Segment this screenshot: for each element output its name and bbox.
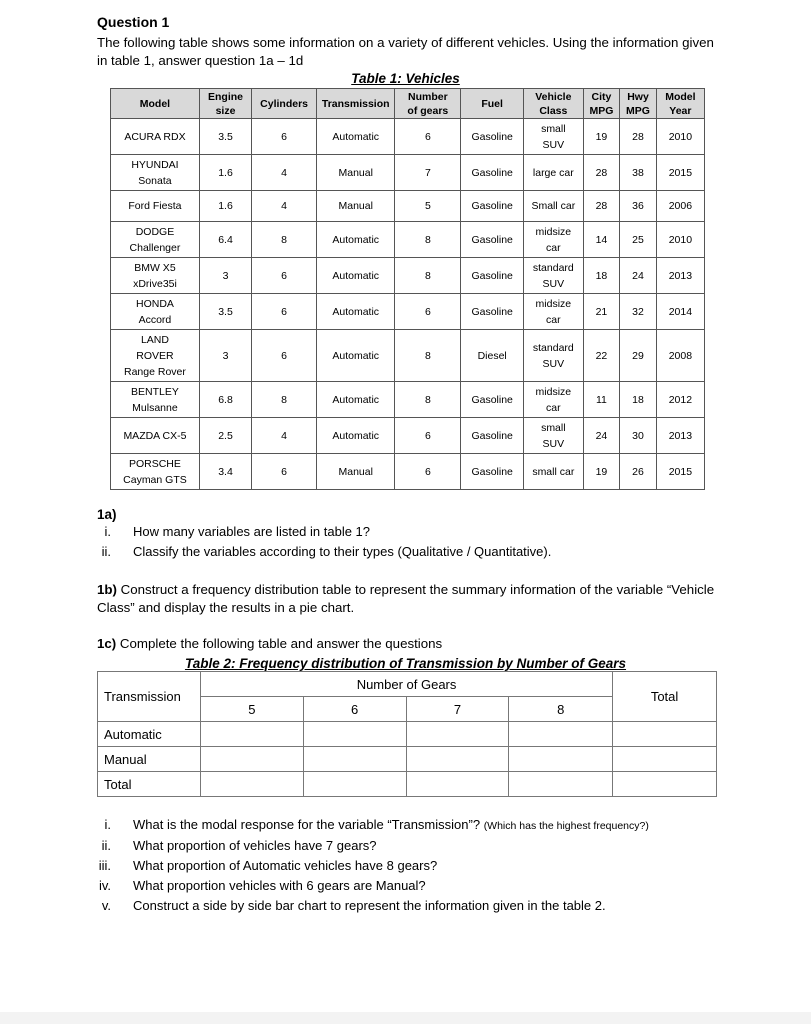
vehicle-cell: 5 bbox=[395, 191, 461, 222]
transmission-header: Transmission bbox=[98, 672, 201, 722]
vehicle-cell bbox=[111, 454, 200, 490]
vehicle-cell: 8 bbox=[252, 382, 317, 418]
q1c-questions-list bbox=[97, 815, 649, 916]
q1a-item-number: i. bbox=[104, 524, 111, 539]
vehicles-table-header-row bbox=[111, 89, 705, 119]
vehicle-cell: 24 bbox=[620, 258, 657, 294]
gear-header-cell: 8 bbox=[509, 697, 613, 722]
vehicle-row bbox=[111, 382, 705, 418]
vehicle-cell: 6 bbox=[252, 119, 317, 155]
frequency-blank-cell[interactable] bbox=[200, 772, 303, 797]
vehicle-cell-line: small bbox=[541, 122, 566, 135]
vehicle-cell: Automatic bbox=[317, 258, 395, 294]
vehicle-cell: Automatic bbox=[317, 330, 395, 382]
q1c-question-text: What is the modal response for the variable “Transmission”? bbox=[133, 817, 481, 832]
vehicle-cell: 2010 bbox=[656, 222, 704, 258]
column-header-line: Model bbox=[139, 97, 171, 110]
q1c-question bbox=[97, 896, 649, 916]
vehicle-cell: Manual bbox=[317, 454, 395, 490]
vehicles-table bbox=[110, 88, 705, 490]
frequency-row bbox=[98, 747, 717, 772]
frequency-row bbox=[98, 722, 717, 747]
q1c-question-number: ii. bbox=[101, 838, 111, 853]
vehicle-cell: Gasoline bbox=[461, 418, 524, 454]
vehicle-cell: 14 bbox=[583, 222, 620, 258]
column-header bbox=[620, 89, 657, 119]
question-title: Question 1 bbox=[97, 14, 170, 30]
frequency-blank-cell[interactable] bbox=[509, 772, 613, 797]
q1c-question-text: What proportion of vehicles have 7 gears? bbox=[133, 838, 377, 853]
vehicle-cell: 8 bbox=[395, 330, 461, 382]
vehicle-cell: 6 bbox=[252, 294, 317, 330]
q1c-question-number: iv. bbox=[98, 878, 111, 893]
q1a-item bbox=[97, 522, 551, 542]
vehicle-cell bbox=[111, 155, 200, 191]
vehicle-cell: 4 bbox=[252, 418, 317, 454]
vehicle-cell-line: Sonata bbox=[138, 174, 172, 187]
frequency-blank-cell[interactable] bbox=[200, 722, 303, 747]
vehicle-cell: 2008 bbox=[656, 330, 704, 382]
q1a-item-text: Classify the variables according to their types (Qualitative / Quantitative). bbox=[133, 544, 552, 559]
frequency-row-label: Automatic bbox=[98, 722, 201, 747]
vehicle-cell: 6 bbox=[395, 119, 461, 155]
column-header-line: Year bbox=[669, 104, 692, 117]
q1b-label: 1b) bbox=[97, 582, 117, 597]
column-header bbox=[395, 89, 461, 119]
vehicle-cell-line: HONDA bbox=[135, 297, 174, 310]
vehicle-cell-line: Accord bbox=[138, 313, 172, 326]
frequency-blank-cell[interactable] bbox=[406, 722, 509, 747]
vehicle-cell: 30 bbox=[620, 418, 657, 454]
q1c-question-number: iii. bbox=[98, 858, 111, 873]
vehicle-cell bbox=[111, 119, 200, 155]
q1c-question-text: What proportion of Automatic vehicles have 8 gears? bbox=[133, 858, 438, 873]
column-header-line: MPG bbox=[589, 104, 614, 117]
column-header-line: Hwy bbox=[627, 90, 649, 103]
vehicle-cell-line: small car bbox=[532, 465, 575, 478]
vehicle-cell bbox=[524, 454, 584, 490]
vehicle-cell: 3.5 bbox=[199, 294, 251, 330]
frequency-row-label: Total bbox=[98, 772, 201, 797]
vehicle-cell: 6.8 bbox=[199, 382, 251, 418]
vehicle-cell: 28 bbox=[620, 119, 657, 155]
vehicle-cell-line: small bbox=[541, 421, 566, 434]
vehicle-cell: Automatic bbox=[317, 382, 395, 418]
frequency-blank-cell[interactable] bbox=[509, 722, 613, 747]
vehicle-cell: Manual bbox=[317, 155, 395, 191]
gear-header-cell: 7 bbox=[406, 697, 509, 722]
vehicle-cell: Gasoline bbox=[461, 119, 524, 155]
vehicle-row bbox=[111, 418, 705, 454]
vehicle-cell-line: DODGE bbox=[135, 225, 175, 238]
vehicle-cell: 29 bbox=[620, 330, 657, 382]
vehicle-cell: Automatic bbox=[317, 119, 395, 155]
q1c-question-note: (Which has the highest frequency?) bbox=[483, 820, 649, 832]
vehicle-cell: Gasoline bbox=[461, 191, 524, 222]
vehicle-cell: 1.6 bbox=[199, 191, 251, 222]
vehicle-cell: 19 bbox=[583, 119, 620, 155]
vehicle-cell bbox=[111, 258, 200, 294]
vehicle-cell: 7 bbox=[395, 155, 461, 191]
q1c-question bbox=[97, 876, 649, 896]
vehicle-cell: 28 bbox=[583, 191, 620, 222]
q1c-label: 1c) bbox=[97, 636, 117, 651]
vehicle-cell-line: SUV bbox=[542, 357, 565, 370]
table1-caption: Table 1: Vehicles bbox=[351, 71, 460, 86]
column-header-line: Model bbox=[665, 90, 696, 103]
vehicle-cell-line: Ford Fiesta bbox=[128, 200, 182, 212]
q1a-item bbox=[97, 542, 551, 562]
vehicle-cell: 3 bbox=[199, 258, 251, 294]
vehicle-cell bbox=[524, 330, 584, 382]
vehicle-cell-line: SUV bbox=[542, 437, 565, 450]
vehicle-cell-line: ACURA RDX bbox=[124, 130, 186, 143]
vehicle-cell: 3.4 bbox=[199, 454, 251, 490]
vehicle-cell: Gasoline bbox=[461, 294, 524, 330]
vehicle-cell-line: LAND bbox=[140, 333, 169, 346]
vehicle-cell-line: car bbox=[546, 401, 561, 414]
vehicle-cell-line: Cayman GTS bbox=[123, 473, 187, 486]
q1c-question bbox=[97, 815, 649, 836]
vehicle-cell bbox=[111, 222, 200, 258]
column-header-line: Cylinders bbox=[260, 97, 309, 110]
frequency-blank-cell[interactable] bbox=[200, 747, 303, 772]
q1c-paragraph bbox=[97, 636, 442, 651]
vehicle-cell-line: Mulsanne bbox=[132, 401, 178, 414]
vehicle-cell: Gasoline bbox=[461, 155, 524, 191]
vehicle-cell: 2015 bbox=[656, 454, 704, 490]
vehicle-cell bbox=[524, 119, 584, 155]
vehicle-cell: 2015 bbox=[656, 155, 704, 191]
column-header-line: size bbox=[215, 104, 236, 117]
vehicle-cell-line: large car bbox=[532, 166, 574, 179]
q1c-question-number: v. bbox=[101, 898, 111, 913]
vehicle-cell bbox=[524, 155, 584, 191]
gear-header-cell: 5 bbox=[200, 697, 303, 722]
vehicle-cell: 3.5 bbox=[199, 119, 251, 155]
vehicle-cell-line: car bbox=[546, 313, 561, 326]
column-header bbox=[461, 89, 524, 119]
vehicle-cell: 3 bbox=[199, 330, 251, 382]
vehicle-cell: 2012 bbox=[656, 382, 704, 418]
vehicle-cell-line: Small car bbox=[531, 200, 576, 212]
column-header-line: Fuel bbox=[481, 97, 503, 110]
vehicle-cell: 6 bbox=[252, 330, 317, 382]
vehicle-cell: 21 bbox=[583, 294, 620, 330]
vehicle-cell bbox=[111, 294, 200, 330]
vehicle-cell: 6.4 bbox=[199, 222, 251, 258]
vehicle-cell bbox=[524, 222, 584, 258]
frequency-blank-cell[interactable] bbox=[509, 747, 613, 772]
q1c-text: Complete the following table and answer the questions bbox=[119, 636, 443, 651]
frequency-blank-cell[interactable] bbox=[613, 722, 717, 747]
q1a-item-number: ii. bbox=[101, 544, 111, 559]
q1c-question-text: What proportion vehicles with 6 gears are Manual? bbox=[133, 878, 426, 893]
vehicle-cell: 24 bbox=[583, 418, 620, 454]
vehicle-cell-line: PORSCHE bbox=[128, 457, 181, 470]
vehicle-cell-line: BMW X5 bbox=[134, 261, 176, 274]
q1c-question-text: Construct a side by side bar chart to represent the information given in the table 2. bbox=[133, 898, 606, 913]
column-header-line: Vehicle bbox=[535, 90, 572, 103]
vehicle-cell: 2014 bbox=[656, 294, 704, 330]
vehicle-row bbox=[111, 294, 705, 330]
vehicle-cell: 26 bbox=[620, 454, 657, 490]
frequency-blank-cell[interactable] bbox=[303, 772, 406, 797]
vehicle-cell: 32 bbox=[620, 294, 657, 330]
vehicle-cell: 2013 bbox=[656, 258, 704, 294]
vehicle-cell-line: SUV bbox=[542, 277, 565, 290]
column-header bbox=[199, 89, 251, 119]
vehicle-row bbox=[111, 119, 705, 155]
vehicle-cell bbox=[524, 382, 584, 418]
vehicle-cell: Automatic bbox=[317, 294, 395, 330]
vehicle-row bbox=[111, 330, 705, 382]
vehicle-cell: 25 bbox=[620, 222, 657, 258]
vehicle-cell-line: standard bbox=[532, 261, 574, 274]
vehicle-cell: 11 bbox=[583, 382, 620, 418]
vehicle-cell: 18 bbox=[620, 382, 657, 418]
vehicle-cell: 6 bbox=[395, 294, 461, 330]
vehicle-row bbox=[111, 258, 705, 294]
vehicle-cell: 4 bbox=[252, 191, 317, 222]
vehicle-cell: 6 bbox=[252, 258, 317, 294]
column-header-line: City bbox=[591, 90, 612, 103]
column-header-line: MPG bbox=[626, 104, 650, 117]
vehicle-cell: 1.6 bbox=[199, 155, 251, 191]
column-header-line: Transmission bbox=[321, 97, 390, 110]
vehicle-cell-line: Range Rover bbox=[124, 365, 186, 378]
vehicle-cell: 6 bbox=[395, 418, 461, 454]
vehicle-cell: 18 bbox=[583, 258, 620, 294]
vehicle-row bbox=[111, 222, 705, 258]
vehicle-cell-line: midsize bbox=[535, 225, 572, 238]
vehicle-cell: 2.5 bbox=[199, 418, 251, 454]
vehicle-cell-line: BENTLEY bbox=[131, 385, 179, 398]
vehicle-cell-line: SUV bbox=[542, 138, 565, 151]
vehicle-cell: 22 bbox=[583, 330, 620, 382]
vehicle-cell bbox=[524, 191, 584, 222]
vehicle-cell-line: standard bbox=[532, 341, 574, 354]
vehicle-cell: 2013 bbox=[656, 418, 704, 454]
vehicle-cell: 6 bbox=[252, 454, 317, 490]
vehicle-cell: 28 bbox=[583, 155, 620, 191]
vehicle-cell-line: midsize bbox=[535, 297, 572, 310]
vehicle-cell: Automatic bbox=[317, 222, 395, 258]
vehicle-cell: 8 bbox=[395, 382, 461, 418]
frequency-row-label: Manual bbox=[98, 747, 201, 772]
vehicle-cell-line: xDrive35i bbox=[133, 277, 177, 290]
vehicle-cell-line: car bbox=[546, 241, 561, 254]
q1b-text: Construct a frequency distribution table to represent the summary information of the variable “Vehicle Class” and display the results in a pie chart. bbox=[97, 582, 715, 615]
vehicle-cell: 8 bbox=[395, 222, 461, 258]
vehicle-cell-line: MAZDA CX-5 bbox=[123, 429, 187, 442]
vehicle-cell: 2010 bbox=[656, 119, 704, 155]
number-of-gears-header: Number of Gears bbox=[200, 672, 612, 697]
vehicle-cell: Gasoline bbox=[461, 454, 524, 490]
column-header-line: of gears bbox=[407, 104, 449, 117]
frequency-blank-cell[interactable] bbox=[303, 747, 406, 772]
column-header bbox=[524, 89, 584, 119]
vehicle-cell: Gasoline bbox=[461, 382, 524, 418]
vehicle-cell bbox=[524, 294, 584, 330]
column-header bbox=[111, 89, 200, 119]
vehicle-cell: 4 bbox=[252, 155, 317, 191]
vehicle-row bbox=[111, 191, 705, 222]
vehicle-cell-line: ROVER bbox=[136, 349, 174, 362]
frequency-blank-cell[interactable] bbox=[406, 747, 509, 772]
vehicle-cell: 2006 bbox=[656, 191, 704, 222]
column-header bbox=[317, 89, 395, 119]
vehicle-cell: 36 bbox=[620, 191, 657, 222]
vehicle-cell: Automatic bbox=[317, 418, 395, 454]
frequency-blank-cell[interactable] bbox=[303, 722, 406, 747]
table2-caption: Table 2: Frequency distribution of Transmission by Number of Gears bbox=[184, 656, 627, 671]
vehicle-cell bbox=[111, 382, 200, 418]
vehicle-cell-line: HYUNDAI bbox=[131, 158, 179, 171]
q1a-list bbox=[97, 522, 551, 562]
gear-header-cell: 6 bbox=[303, 697, 406, 722]
page-bottom-band bbox=[0, 1012, 811, 1024]
vehicle-cell: Gasoline bbox=[461, 222, 524, 258]
vehicle-cell: Gasoline bbox=[461, 258, 524, 294]
vehicle-cell bbox=[111, 418, 200, 454]
q1c-question-number: i. bbox=[104, 817, 111, 832]
vehicle-cell bbox=[111, 330, 200, 382]
q1a-heading: 1a) bbox=[97, 507, 117, 522]
vehicle-row bbox=[111, 155, 705, 191]
column-header-line: Number bbox=[408, 90, 448, 103]
vehicle-cell bbox=[524, 418, 584, 454]
column-header bbox=[252, 89, 317, 119]
frequency-table-header-row bbox=[98, 672, 717, 697]
vehicle-row bbox=[111, 454, 705, 490]
vehicle-cell: 8 bbox=[252, 222, 317, 258]
column-header bbox=[583, 89, 620, 119]
q1c-question bbox=[97, 836, 649, 856]
vehicle-cell bbox=[524, 258, 584, 294]
vehicle-cell: Diesel bbox=[461, 330, 524, 382]
vehicle-cell bbox=[111, 191, 200, 222]
vehicle-cell: 8 bbox=[395, 258, 461, 294]
frequency-blank-cell[interactable] bbox=[613, 772, 717, 797]
frequency-table bbox=[97, 671, 717, 797]
vehicle-cell-line: midsize bbox=[535, 385, 572, 398]
column-header-line: Class bbox=[539, 104, 568, 117]
total-header: Total bbox=[613, 672, 717, 722]
frequency-blank-cell[interactable] bbox=[613, 747, 717, 772]
column-header-line: Engine bbox=[208, 90, 244, 103]
intro-text: The following table shows some information on a variety of different vehicles. Using the information given in table 1, answer question 1a – 1d bbox=[97, 35, 714, 68]
q1a-item-text: How many variables are listed in table 1? bbox=[133, 524, 371, 539]
frequency-row bbox=[98, 772, 717, 797]
q1c-question bbox=[97, 856, 649, 876]
vehicle-cell: 6 bbox=[395, 454, 461, 490]
vehicle-cell: 19 bbox=[583, 454, 620, 490]
vehicle-cell: 38 bbox=[620, 155, 657, 191]
frequency-blank-cell[interactable] bbox=[406, 772, 509, 797]
vehicle-cell: Manual bbox=[317, 191, 395, 222]
q1b-paragraph bbox=[97, 581, 722, 617]
vehicle-cell-line: Challenger bbox=[129, 241, 181, 254]
column-header bbox=[656, 89, 704, 119]
